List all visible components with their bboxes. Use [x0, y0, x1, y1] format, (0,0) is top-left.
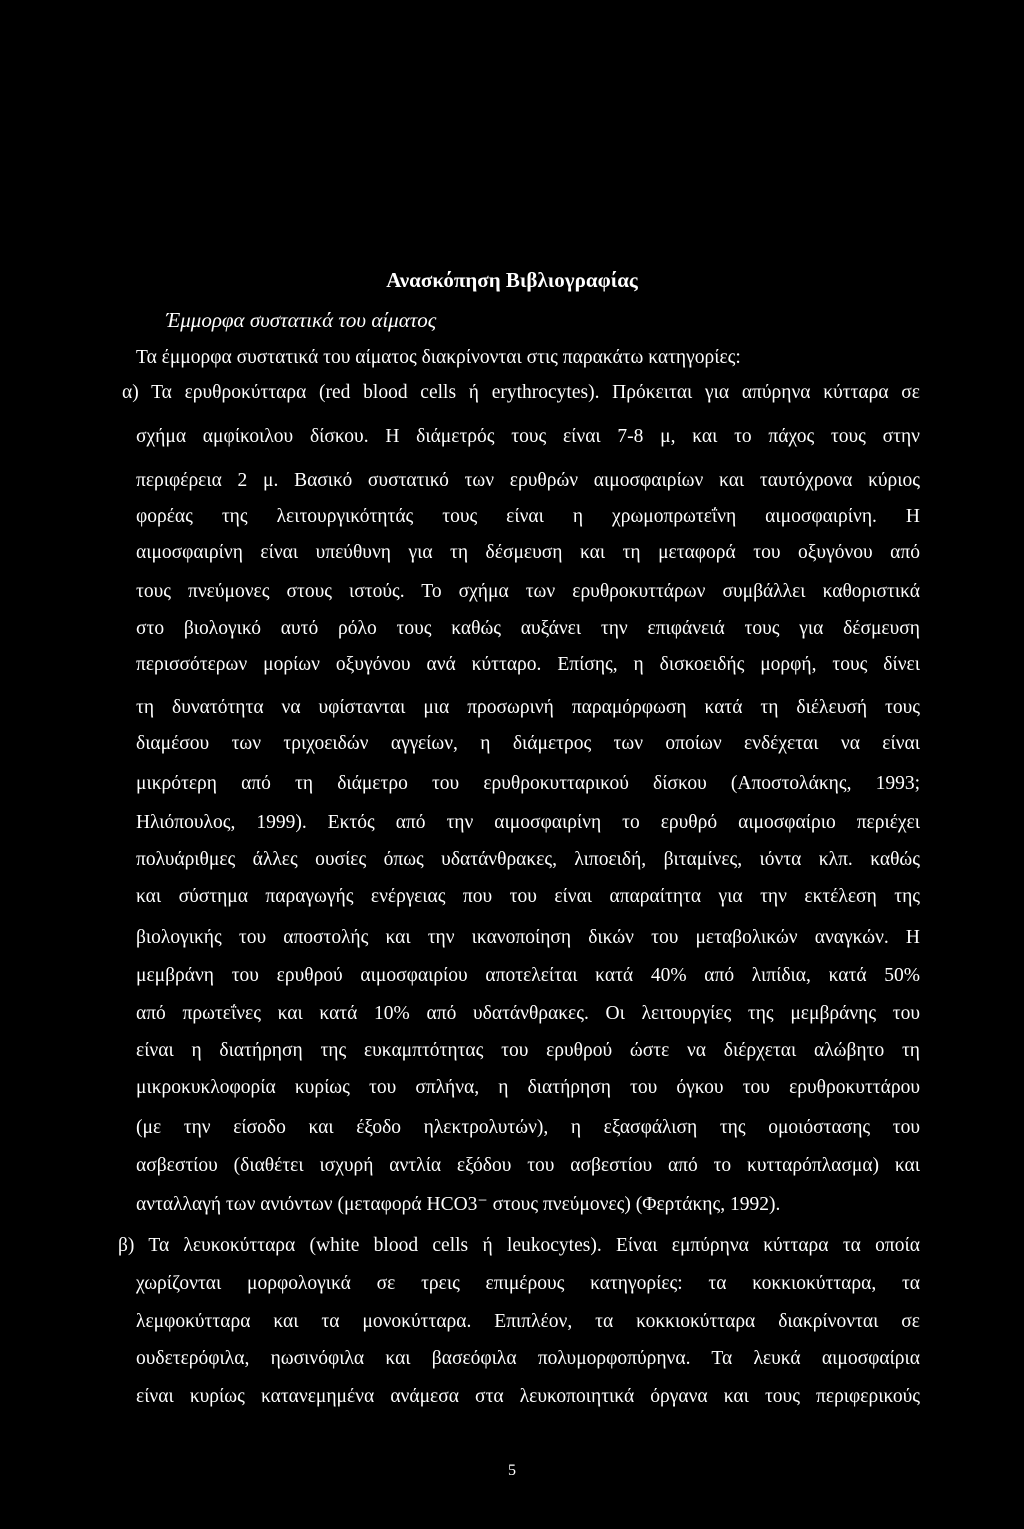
text-line: Τα έμμορφα συστατικά του αίματος διακρίνονται στις παρακάτω κατηγορίες: [136, 347, 741, 368]
text-line: (με την είσοδο και έξοδο ηλεκτρολυτών), η εξασφάλιση της ομοιόστασης του [136, 1117, 920, 1138]
text-line: πολυάριθμες άλλες ουσίες όπως υδατάνθρακες, λιποειδή, βιταμίνες, ιόντα κλπ. καθώς [136, 849, 920, 870]
text-line: α) Τα ερυθροκύτταρα (red blood cells ή erythrocytes). Πρόκειται για απύρηνα κύτταρα σε [122, 382, 920, 403]
text-line: Ηλιόπουλος, 1999). Εκτός από την αιμοσφαιρίνη το ερυθρό αιμοσφαίριο περιέχει [136, 812, 920, 833]
text-line: λεμφοκύτταρα και τα μονοκύτταρα. Επιπλέον, τα κοκκιοκύτταρα διακρίνονται σε [136, 1311, 920, 1332]
text-line: τους πνεύμονες στους ιστούς. Το σχήμα των ερυθροκυττάρων συμβάλλει καθοριστικά [136, 581, 920, 602]
section-heading: Ανασκόπηση Βιβλιογραφίας [386, 268, 638, 292]
text-line: ουδετερόφιλα, ηωσινόφιλα και βασεόφιλα πολυμορφοπύρηνα. Τα λευκά αιμοσφαίρια [136, 1348, 920, 1369]
text-line: β) Τα λευκοκύτταρα (white blood cells ή leukocytes). Είναι εμπύρηνα κύτταρα τα οποία [118, 1235, 920, 1256]
text-line: ανταλλαγή των ανιόντων (μεταφορά HCO3⁻ στους πνεύμονες) (Φερτάκης, 1992). [136, 1194, 781, 1215]
text-line: από πρωτεΐνες και κατά 10% από υδατάνθρακες. Οι λειτουργίες της μεμβράνης του [136, 1003, 920, 1024]
text-line: σχήμα αμφίκοιλου δίσκου. Η διάμετρός τους είναι 7-8 μ, και το πάχος τους στην [136, 426, 920, 447]
page-number: 5 [508, 1462, 516, 1479]
text-line: στο βιολογικό αυτό ρόλο τους καθώς αυξάνει την επιφάνειά τους για δέσμευση [136, 618, 920, 639]
text-line: περισσότερων μορίων οξυγόνου ανά κύτταρο. Επίσης, η δισκοειδής μορφή, τους δίνει [136, 654, 920, 675]
text-line: αιμοσφαιρίνη είναι υπεύθυνη για τη δέσμευση και τη μεταφορά του οξυγόνου από [136, 542, 920, 563]
text-line: ασβεστίου (διαθέτει ισχυρή αντλία εξόδου του ασβεστίου από το κυτταρόπλασμα) και [136, 1155, 920, 1176]
text-line: φορέας της λειτουργικότητάς τους είναι η χρωμοπρωτεΐνη αιμοσφαιρίνη. Η [136, 506, 920, 527]
text-line: χωρίζονται μορφολογικά σε τρεις επιμέρους κατηγορίες: τα κοκκιοκύτταρα, τα [136, 1273, 920, 1294]
text-line: και σύστημα παραγωγής ενέργειας που του είναι απαραίτητα για την εκτέλεση της [136, 886, 920, 907]
text-line: μικροκυκλοφορία κυρίως του σπλήνα, η διατήρηση του όγκου του ερυθροκυττάρου [136, 1077, 920, 1098]
text-line: είναι κυρίως κατανεμημένα ανάμεσα στα λευκοποιητικά όργανα και τους περιφερικούς [136, 1386, 920, 1407]
text-line: τη δυνατότητα να υφίστανται μια προσωρινή παραμόρφωση κατά τη διέλευσή τους [136, 697, 920, 718]
text-line: είναι η διατήρηση της ευκαμπτότητας του ερυθρού ώστε να διέρχεται αλώβητο τη [136, 1040, 920, 1061]
text-line: μεμβράνη του ερυθρού αιμοσφαιρίου αποτελείται κατά 40% από λιπίδια, κατά 50% [136, 965, 920, 986]
text-line: διαμέσου των τριχοειδών αγγείων, η διάμετρος των οποίων ενδέχεται να είναι [136, 733, 920, 754]
subsection-title: Έμμορφα συστατικά του αίματος [166, 308, 437, 332]
text-line: μικρότερη από τη διάμετρο του ερυθροκυτταρικού δίσκου (Αποστολάκης, 1993; [136, 773, 920, 794]
text-line: βιολογικής του αποστολής και την ικανοποίηση δικών του μεταβολικών αναγκών. Η [136, 927, 920, 948]
text-line: περιφέρεια 2 μ. Βασικό συστατικό των ερυθρών αιμοσφαιρίων και ταυτόχρονα κύριος [136, 470, 920, 491]
